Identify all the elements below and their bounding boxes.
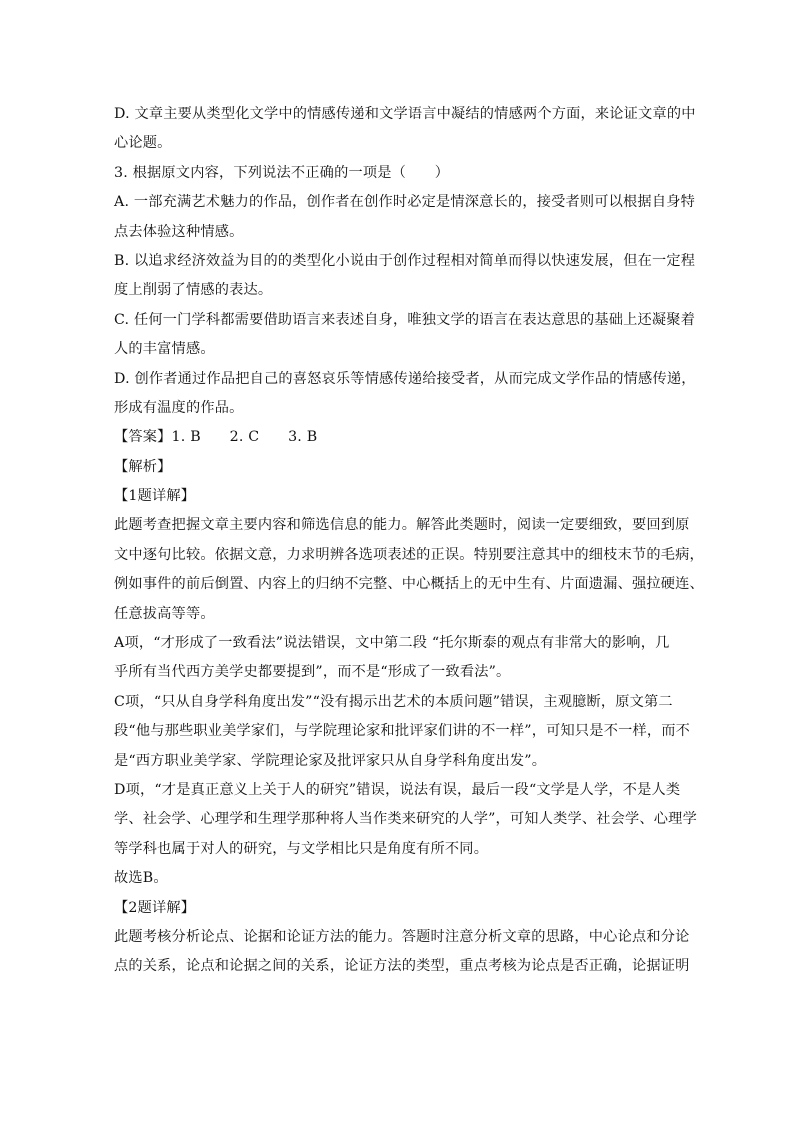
analysis-heading: 【解析】 <box>114 458 172 475</box>
item-c-analysis: C项，“只从自身学科角度出发”“没有揭示出艺术的本质问题”错误，主观臆断，原文第二 <box>114 693 673 710</box>
text-line: 段“他与那些职业美学家们，与学院理论家和批评家们讲的不一样”，可知只是不一样，而不 <box>114 723 691 740</box>
detail-2-heading: 【2题详解】 <box>114 899 196 916</box>
text-line: 任意拔高等等。 <box>114 605 215 622</box>
text-line: 例如事件的前后倒置、内容上的归纳不完整、中心概括上的无中生有、片面遗漏、强拉硬连、 <box>114 576 704 593</box>
text-line: 是“西方职业美学家、学院理论家及批评家只从自身学科角度出发”。 <box>114 752 547 769</box>
text-line: 此题考查把握文章主要内容和筛选信息的能力。解答此类题时，阅读一定要细致，要回到原 <box>114 517 690 534</box>
option-a-line: A. 一部充满艺术魅力的作品，创作者在创作时必定是情深意长的，接受者则可以根据自身特 <box>114 194 695 211</box>
item-a-analysis: A项，“才形成了一致看法”说法错误，文中第二段 “托尔斯泰的观点有非常大的影响，几 <box>114 635 670 652</box>
text-line: 点的关系，论点和论据之间的关系，论证方法的类型，重点考核为论点是否正确，论据证明 <box>114 958 690 975</box>
text-line: 形成有温度的作品。 <box>114 399 244 416</box>
text-line: 乎所有当代西方美学史都要提到”，而不是“形成了一致看法”。 <box>114 664 511 681</box>
question-3-stem: 3. 根据原文内容，下列说法不正确的一项是（ ） <box>114 164 450 181</box>
text-line: 度上削弱了情感的表达。 <box>114 282 273 299</box>
text-line: 学、社会学、心理学和生理学那种将人当作类来研究的人学”，可知人类学、社会学、心理学 <box>114 811 697 828</box>
option-c-line: C. 任何一门学科都需要借助语言来表述自身，唯独文学的语言在表达意思的基础上还凝聚着 <box>114 311 696 328</box>
answer-line: 【答案】1. B 2. C 3. B <box>114 429 318 446</box>
option-b-line: B. 以追求经济效益为目的的类型化小说由于创作过程相对简单而得以快速发展，但在一定程 <box>114 252 696 269</box>
text-line: 人的丰富情感。 <box>114 341 215 358</box>
text-line: D. 文章主要从类型化文学中的情感传递和文学语言中凝结的情感两个方面，来论证文章的中 <box>114 106 696 122</box>
document-page <box>114 100 704 982</box>
text-line: 心论题。 <box>114 135 172 152</box>
detail-1-heading: 【1题详解】 <box>114 488 196 505</box>
text-line: 等学科也属于对人的研究，与文学相比只是角度有所不同。 <box>114 840 489 857</box>
option-d-line: D. 创作者通过作品把自己的喜怒哀乐等情感传递给接受者，从而完成文学作品的情感传递， <box>114 370 696 387</box>
choice-line: 故选B。 <box>114 870 168 887</box>
text-line: 此题考核分析论点、论据和论证方法的能力。答题时注意分析文章的思路，中心论点和分论 <box>114 928 690 945</box>
text-line: 文中逐句比较。依据文意，力求明辨各选项表述的正误。特别要注意其中的细枝末节的毛病， <box>114 546 704 563</box>
text-line: 点去体验这种情感。 <box>114 223 244 240</box>
item-d-analysis: D项，“才是真正意义上关于人的研究”错误，说法有误，最后一段“文学是人学，不是人类 <box>114 781 681 798</box>
